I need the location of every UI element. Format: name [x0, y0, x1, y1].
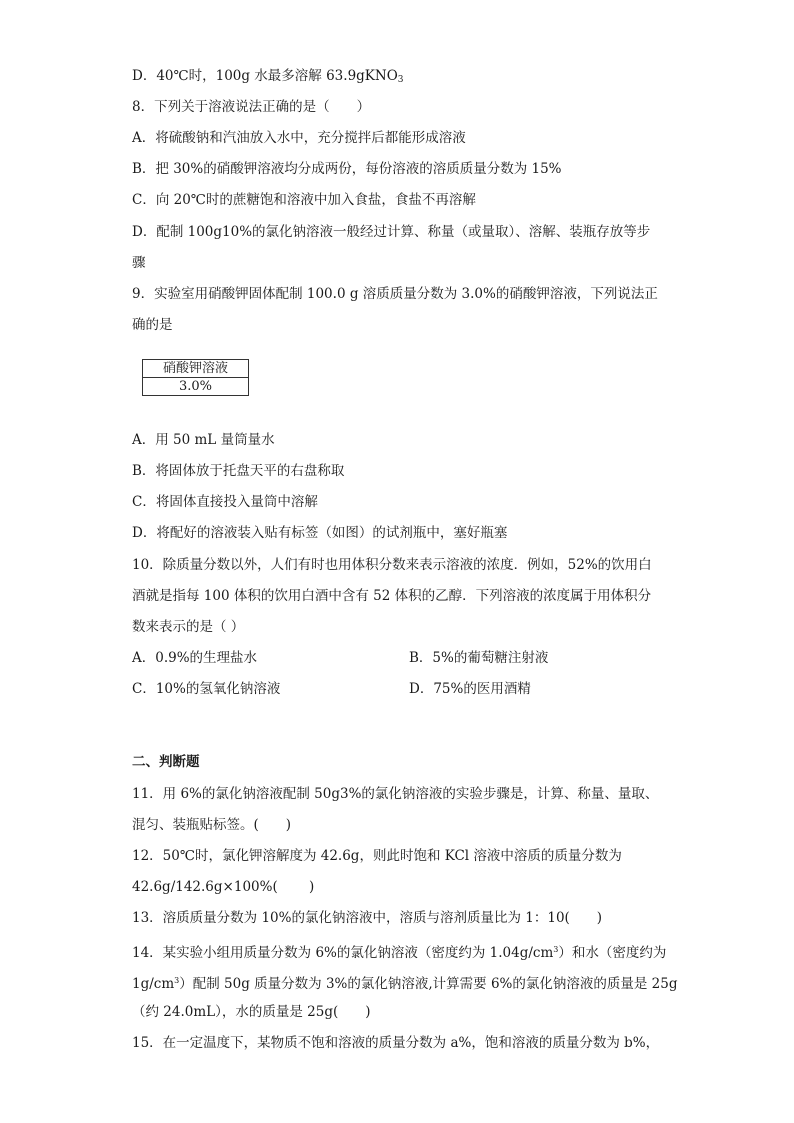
q13-line1: 13．溶质质量分数为 10%的氯化钠溶液中，溶质与溶剂质量比为 1：10( ) [132, 910, 603, 926]
q11-line1: 11．用 6%的氯化钠溶液配制 50g3%的氯化钠溶液的实验步骤是，计算、称量、量取、 [132, 786, 659, 802]
q8-option-d-line1: D．配制 100g10%的氯化钠溶液一般经过计算、称量（或量取）、溶解、装瓶存放等步 [132, 224, 651, 240]
q12-line2: 42.6g/142.6g×100%( ) [132, 879, 315, 895]
q14-line3: （约 24.0mL），水的质量是 25g( ) [132, 1004, 371, 1020]
q8-option-a: A．将硫酸钠和汽油放入水中，充分搅拌后都能形成溶液 [132, 130, 466, 146]
q14-line2-superscript: 3 [174, 976, 180, 985]
q12-line1: 12．50℃时，氯化钾溶解度为 42.6g，则此时饱和 KCl 溶液中溶质的质量分数为 [132, 848, 622, 864]
q10-option-d: D．75%的医用酒精 [409, 681, 531, 697]
q10-option-a: A．0.9%的生理盐水 [132, 650, 258, 666]
q8-option-d-line2: 骤 [132, 255, 146, 271]
section-title-judgment: 二、判断题 [132, 754, 200, 770]
q14-line2 [132, 971, 677, 994]
q8-stem: 8．下列关于溶液说法正确的是（ ） [132, 99, 371, 115]
q9-option-d: D．将配好的溶液装入贴有标签（如图）的试剂瓶中，塞好瓶塞 [132, 525, 508, 541]
q14-line1-superscript: 3 [553, 945, 559, 954]
q9-stem-line1: 9．实验室用硝酸钾固体配制 100.0 g 溶质质量分数为 3.0%的硝酸钾溶液，下列说法正 [132, 286, 658, 302]
q7-option-d-subscript: 3 [397, 75, 404, 85]
q10-stem-line1: 10．除质量分数以外，人们有时也用体积分数来表示溶液的浓度．例如，52%的饮用白 [132, 557, 652, 573]
q10-option-c: C．10%的氢氧化钠溶液 [132, 681, 281, 697]
q9-option-b: B．将固体放于托盘天平的右盘称取 [132, 463, 345, 479]
q15-line1: 15．在一定温度下，某物质不饱和溶液的质量分数为 a%，饱和溶液的质量分数为 b%， [132, 1035, 660, 1051]
q7-option-d-text: D．40℃时，100g 水最多溶解 63.9gKNO [132, 68, 398, 84]
q14-line1-text: 14．某实验小组用质量分数为 6%的氯化钠溶液（密度约为 1.04g/cm [132, 945, 554, 961]
q14-line1-text-end: ）和水（密度约为 [558, 945, 667, 961]
q8-option-b: B．把 30%的硝酸钾溶液均分成两份，每份溶液的溶质质量分数为 15% [132, 161, 562, 177]
q10-option-b: B．5%的葡萄糖注射液 [409, 650, 549, 666]
q9-stem-line2: 确的是 [132, 317, 173, 333]
q14-line2-text-end: ）配制 50g 质量分数为 3%的氯化钠溶液,计算需要 6%的氯化钠溶液的质量是 25g [179, 976, 678, 992]
q11-line2: 混匀、装瓶贴标签。( ) [132, 817, 292, 833]
q7-option-d [132, 66, 404, 90]
q14-line2-text: 1g/cm [132, 976, 175, 992]
q14-line1 [132, 940, 666, 963]
reagent-label-name: 硝酸钾溶液 [143, 360, 248, 378]
q10-stem-line2: 酒就是指每 100 体积的饮用白酒中含有 52 体积的乙醇．下列溶液的浓度属于用体积分 [132, 588, 652, 604]
reagent-label-concentration: 3.0% [178, 379, 213, 394]
q9-option-a: A．用 50 mL 量筒量水 [132, 432, 275, 448]
reagent-label-figure [142, 359, 249, 396]
q8-option-c: C．向 20℃时的蔗糖饱和溶液中加入食盐，食盐不再溶解 [132, 192, 476, 208]
q9-option-c: C．将固体直接投入量筒中溶解 [132, 494, 318, 510]
q10-stem-line3: 数来表示的是（ ） [132, 619, 245, 635]
